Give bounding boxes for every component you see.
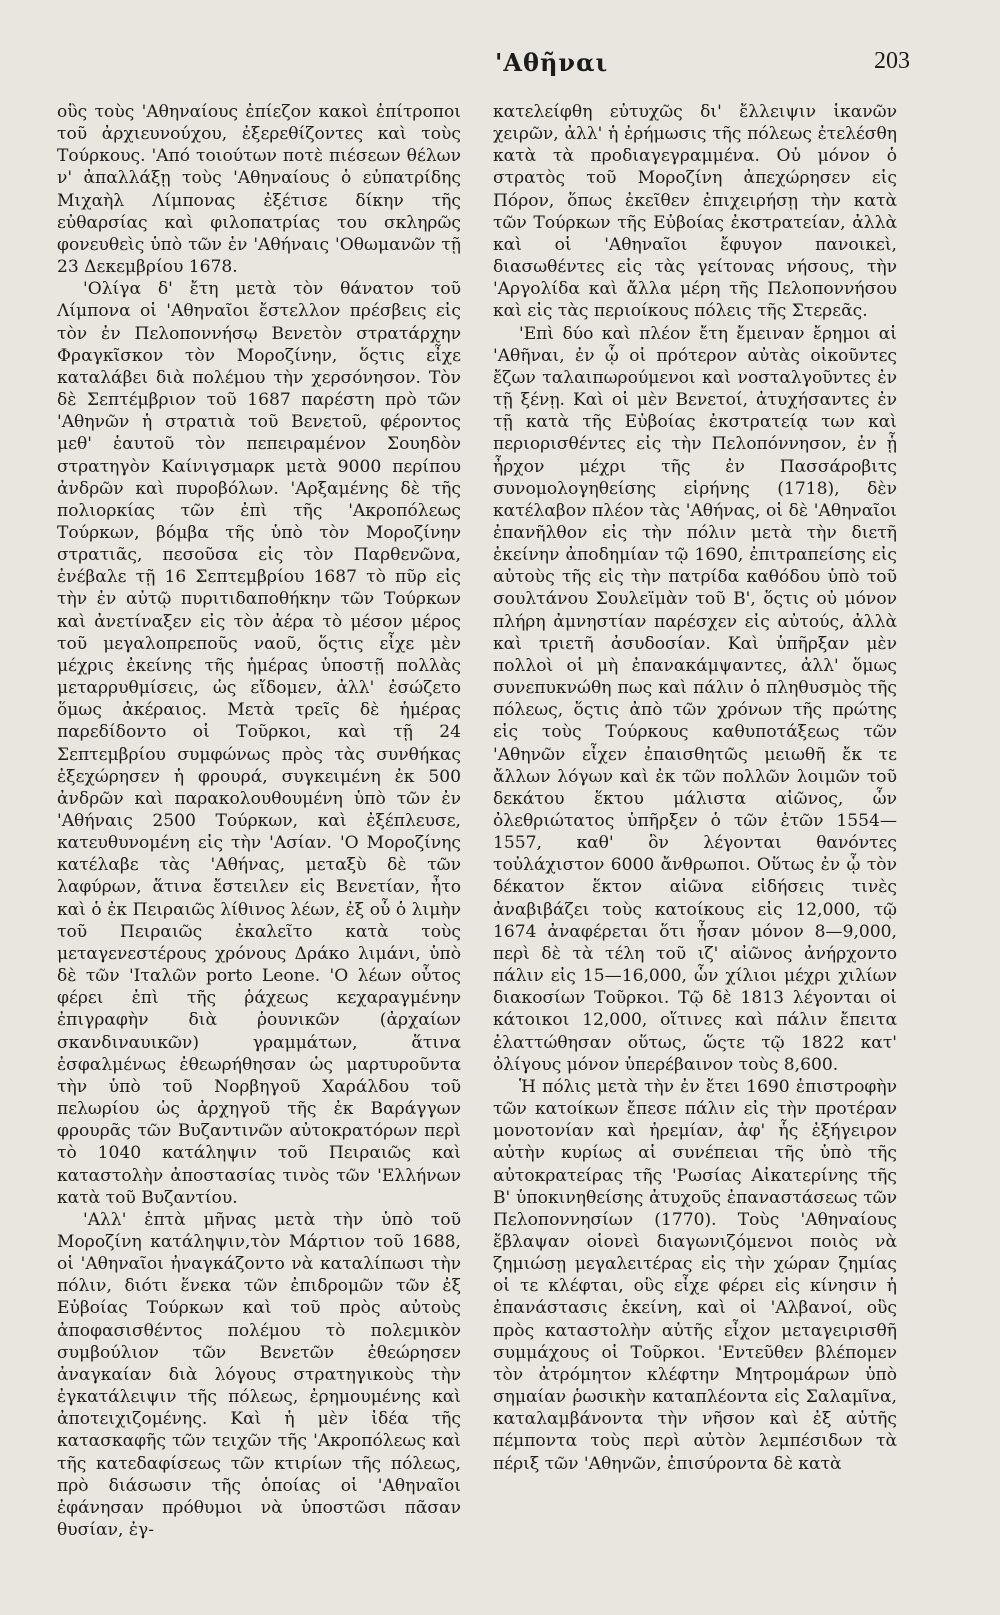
running-title: 'Αθῆναι — [495, 48, 609, 77]
paragraph: οὓς τοὺς 'Αθηναίους ἐπίεζον κακοὶ ἐπίτροποι τοῦ ἀρχιευνούχου, ἐξερεθίζοντες καὶ τοὺς Τούρκους. 'Από τοιούτων ποτὲ πιέσεων θέλων ν' ἀπαλλάξῃ τοὺς 'Αθηναίους ὁ εὐπατρίδης Μιχαὴλ Λίμπονας ἐξέτισε δίκην τῆς εὐθαρσίας καὶ φιλοπατρίας του σκληρῶς φονευθεὶς ὑπὸ τῶν ἐν 'Αθήναις 'Οθωμανῶν τῇ 23 Δεκεμβρίου 1678. — [57, 102, 461, 278]
paragraph: 'Ολίγα δ' ἔτη μετὰ τὸν θάνατον τοῦ Λίμπονα οἱ 'Αθηναῖοι ἔστελλον πρέσβεις εἰς τὸν ἐν Πελοποννήσῳ Βενετὸν στρατάρχην Φραγκῖσκον τὸν Μοροζίνην, ὅςτις εἶχε καταλάβει διὰ πολέμου τὴν χερσόνησον. Τὸν δὲ Σεπτέμβριον τοῦ 1687 παρέστη πρὸ τῶν 'Αθηνῶν ἡ στρατιὰ τοῦ Βενετοῦ, φέροντος μεθ' ἑαυτοῦ τὸν πεπειραμένον Σουηδὸν στρατηγὸν Καίνιγσμαρκ μετὰ 9000 περίπου ἀνδρῶν καὶ πυροβόλων. 'Αρξαμένης δὲ τῆς πολιορκίας τῶν ἐπὶ τῆς 'Ακροπόλεως Τούρκων, βόμβα τῆς ὑπὸ τὸν Μοροζίνην στρατιᾶς, πεσοῦσα εἰς τὸν Παρθενῶνα, ἐνέβαλε τῇ 16 Σεπτεμβρίου 1687 τὸ πῦρ εἰς τὴν ἐν αὐτῷ πυριτιδαποθήκην τῶν Τούρκων καὶ ἀνετίναξεν εἰς τὸν ἀέρα τὸ μέσον μέρος τοῦ μεγαλοπρεποῦς ναοῦ, ὅςτις εἶχε μὲν μέχρις ἐκείνης τῆς ἡμέρας ὑποστῇ πολλὰς μεταρρυθμίσεις, ὡς εἴδομεν, ἀλλ' ἐσώζετο ὅμως ἀκέραιος. Μετὰ τρεῖς δὲ ἡμέρας παρεδίδοντο οἱ Τοῦρκοι, καὶ τῇ 24 Σεπτεμβρίου συμφώνως πρὸς τὰς συνθήκας ἐξεχώρησεν ἡ φρουρά, συγκειμένη ἐκ 500 ἀνδρῶν καὶ παρακολουθουμένη ὑπὸ τῶν ἐν 'Αθήναις 2500 Τούρκων, καὶ ἐξέπλευσε, κατευθυνομένη εἰς τὴν 'Ασίαν. 'Ο Μοροζίνης κατέλαβε τὰς 'Αθήνας, μεταξὺ δὲ τῶν λαφύρων, ἅτινα ἔστειλεν εἰς Βενετίαν, ἦτο καὶ ὁ ἐκ Πειραιῶς λίθινος λέων, ἐξ οὗ ὁ λιμὴν τοῦ Πειραιῶς ἐκαλεῖτο κατὰ τοὺς μεταγενεστέρους χρόνους Δράκο λιμάνι, ὑπὸ δὲ τῶν 'Ιταλῶν porto Leone. 'Ο λέων οὗτος φέρει ἐπὶ τῆς ῥάχεως κεχαραγμένην ἐπιγραφὴν διὰ ῥουνικῶν (ἀρχαίων σκανδιναυικῶν) γραμμάτων, ἅτινα ἐσφαλμένως ἐθεωρήθησαν ὡς μαρτυροῦντα τὴν ὑπὸ τοῦ Νορβηγοῦ Χαράλδου τοῦ πελωρίου ὡς ἀρχηγοῦ τῆς ἐκ Βαράγγων φρουρᾶς τῶν Βυζαντινῶν αὐτοκρατόρων περὶ τὸ 1040 κατάληψιν τοῦ Πειραιῶς καὶ καταστολὴν ἀποστασίας τινὸς τῶν 'Ελλήνων κατὰ τοῦ Βυζαντίου. — [57, 279, 461, 1208]
right-column — [493, 101, 897, 1475]
paragraph: κατελείφθη εὐτυχῶς δι' ἔλλειψιν ἱκανῶν χειρῶν, ἀλλ' ἡ ἐρήμωσις τῆς πόλεως ἐτελέσθη κατὰ τὰ προδιαγεγραμμένα. Οὐ μόνον ὁ στρατὸς τοῦ Μοροζίνη ἀπεχώρησεν εἰς Πόρον, ὅπως ἐκεῖθεν ἐπιχειρήσῃ τὴν κατὰ τῶν Τούρκων τῆς Εὐβοίας ἐκστρατείαν, ἀλλὰ καὶ οἱ 'Αθηναῖοι ἔφυγον πανοικεὶ, διασωθέντες εἰς τὰς γείτονας νήσους, τὴν 'Αργολίδα καὶ ἄλλα μέρη τῆς Πελοποννήσου καὶ εἰς τὰς περιοίκους πόλεις τῆς Στερεᾶς. — [493, 102, 897, 322]
page-number: 203 — [874, 48, 910, 74]
running-header — [60, 48, 910, 82]
paragraph: 'Επὶ δύο καὶ πλέον ἔτη ἔμειναν ἔρημοι αἱ 'Αθῆναι, ἐν ᾧ οἱ πρότερον αὐτὰς οἰκοῦντες ἔζων ταλαιπωρούμενοι καὶ νοσταλγοῦντες ἐν τῇ ξένῃ. Καὶ οἱ μὲν Βενετοί, ἀτυχήσαντες ἐν τῇ κατὰ τῆς Εὐβοίας ἐκστρατείᾳ των καὶ περιορισθέντες εἰς τὴν Πελοπόννησον, ἐν ᾗ ἦρχον μέχρι τῆς ἐν Πασσάροβιτς συνομολογηθείσης εἰρήνης (1718), δὲν κατέλαβον πλέον τὰς 'Αθήνας, οἱ δὲ 'Αθηναῖοι ἐπανῆλθον εἰς τὴν πόλιν μετὰ τὴν διετῆ ἐκείνην ἀποδημίαν τῷ 1690, ἐπιτραπείσης εἰς αὐτοὺς τῆς εἰς τὴν πατρίδα καθόδου ὑπὸ τοῦ σουλτάνου Σουλεϊμὰν τοῦ Β', ὅςτις οὐ μόνον πλήρη ἀμνηστίαν παρέσχεν εἰς αὐτούς, ἀλλὰ καὶ τριετῆ ἀσυδοσίαν. Καὶ ὑπῆρξαν μὲν πολλοὶ οἱ μὴ ἐπανακάμψαντες, ἀλλ' ὅμως συνεπυκνώθη πως καὶ πάλιν ὁ πληθυσμὸς τῆς πόλεως, ὅςτις ἀπὸ τῶν χρόνων τῆς πρώτης εἰς τοὺς Τούρκους καθυποτάξεως τῶν 'Αθηνῶν εἶχεν ἐπαισθητῶς μειωθῆ ἔκ τε ἄλλων λόγων καὶ ἐκ τῶν πολλῶν λοιμῶν τοῦ δεκάτου ἕκτου μάλιστα αἰῶνος, ὧν ὀλεθριώτατος ὑπῆρξεν ὁ τῶν ἐτῶν 1554—1557, καθ' ὃν λέγονται θανόντες τοὐλάχιστον 6000 ἄνθρωποι. Οὕτως ἐν ᾧ τὸν δέκατον ἕκτον αἰῶνα εἰδήσεις τινὲς ἀναβιβάζει τοὺς κατοίκους εἰς 12,000, τῷ 1674 ἀναφέρεται ὅτι ἦσαν μόνον 8—9,000, περὶ δὲ τὰ τέλη τοῦ ιζ' αἰῶνος ἀνήρχοντο πάλιν εἰς 15—16,000, ὧν χίλιοι μέχρι χιλίων διακοσίων Τοῦρκοι. Τῷ δὲ 1813 λέγονται οἱ κάτοικοι 12,000, οἵτινες καὶ πάλιν ἔπειτα ἐλαττώθησαν οὕτως, ὥςτε τῷ 1822 κατ' ὀλίγους μόνον ὑπερέβαινον τοὺς 8,600. — [493, 323, 897, 1075]
paragraph: Ἡ πόλις μετὰ τὴν ἐν ἔτει 1690 ἐπιστροφὴν τῶν κατοίκων ἔπεσε πάλιν εἰς τὴν προτέραν μονοτονίαν καὶ ἠρεμίαν, ἀφ' ἧς ἐξήγειρον αὐτὴν κυρίως αἱ συνέπειαι τῆς ὑπὸ τῆς αὐτοκρατείρας τῆς 'Ρωσίας Αἰκατερίνης τῆς Β' ὑποκινηθείσης ἀτυχοῦς ἐπαναστάσεως τῶν Πελοποννησίων (1770). Τοὺς 'Αθηναίους ἔβλαψαν οἱονεὶ διαγωνιζόμενοι ποιὸς νὰ ζημιώσῃ μεγαλειτέρας εἰς τὴν χώραν ζημίας οἱ τε κλέφται, οὓς εἶχε φέρει εἰς κίνησιν ἡ ἐπανάστασις ἐκείνη, καὶ οἱ 'Αλβανοί, οὓς πρὸς καταστολὴν αὐτῆς εἶχον μεταγειρισθῆ συμμάχους οἱ Τοῦρκοι. 'Εντεῦθεν βλέπομεν τὸν ἀτρόμητον κλέφτην Μητρομάρων ὑπὸ σημαίαν ῥωσικὴν καταπλέοντα εἰς Σαλαμῖνα, καταλαμβάνοντα τὴν νῆσον καὶ ἐξ αὐτῆς πέμποντα τοὺς περὶ αὐτὸν λεμπέσιδων τὰ πέριξ τῶν 'Αθηνῶν, ἐπισύροντα δὲ κατὰ — [493, 1076, 897, 1474]
paragraph: 'Αλλ' ἑπτὰ μῆνας μετὰ τὴν ὑπὸ τοῦ Μοροζίνη κατάληψιν,τὸν Μάρτιον τοῦ 1688, οἱ 'Αθηναῖοι ἠναγκάζοντο νὰ καταλίπωσι τὴν πόλιν, διότι ἕνεκα τῶν ἐπιδρομῶν τῶν ἐξ Εὐβοίας Τούρκων καὶ τοῦ πρὸς αὐτοὺς ἀποφασισθέντος πολέμου τὸ πολεμικὸν συμβούλιον τῶν Βενετῶν ἐθεώρησεν ἀναγκαίαν διὰ λόγους στρατηγικοὺς τὴν ἐγκατάλειψιν τῆς πόλεως, ἐρημουμένης καὶ ἀποτειχιζομένης. Καὶ ἡ μὲν ἰδέα τῆς κατασκαφῆς τῶν τειχῶν τῆς 'Ακροπόλεως καὶ τῆς κατεδαφίσεως τῶν κτιρίων τῆς πόλεως, πρὸ διάσωσιν τῆς ὁποίας οἱ 'Αθηναῖοι ἐφάνησαν πρόθυμοι νὰ ὑποστῶσι πᾶσαν θυσίαν, ἐγ- — [57, 1209, 461, 1540]
left-column — [57, 101, 461, 1541]
